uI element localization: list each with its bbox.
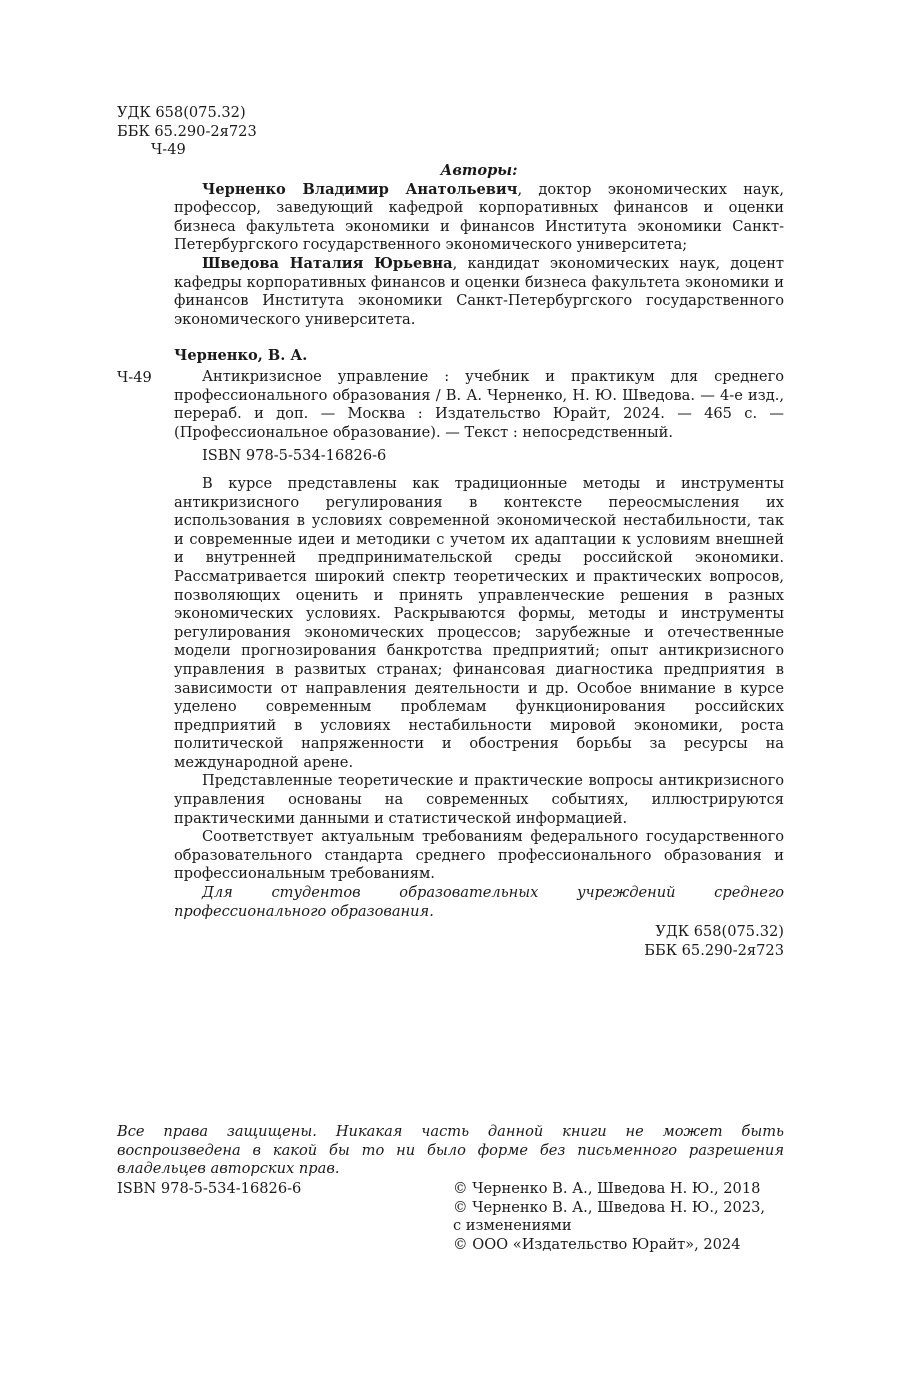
- footer-codes: [174, 923, 784, 960]
- abstract-paragraph-3: Соответствует актуальным требованиям федерального государственного образовательного стандарта среднего профессионального образования и профессиональным требованиям.: [174, 828, 784, 883]
- author-entry-2: [174, 255, 784, 329]
- bottom-isbn: ISBN 978-5-534-16826-6: [117, 1180, 302, 1197]
- author-desc-1: , доктор экономических наук, профессор, заведующий кафедрой корпоративных финансов и оценки бизнеса факультета экономики и финансов Института экономики Санкт-Петербургского государственного экономического университета;: [174, 180, 784, 254]
- rights-notice: Все права защищены. Никакая часть данной книги не может быть воспроизведена в какой бы то ни было форме без письменного разрешения владельцев авторских прав.: [117, 1123, 784, 1178]
- author-name-1: Черненко Владимир Анатольевич: [202, 180, 518, 198]
- author-entry-1: [174, 181, 784, 255]
- record-block: [174, 368, 784, 960]
- author-mark: Ч-49: [151, 141, 186, 159]
- author-name-2: Шведова Наталия Юрьевна: [202, 254, 453, 272]
- record-description: Антикризисное управление : учебник и практикум для среднего профессионального образования / В. А. Черненко, Н. Ю. Шведова. — 4-е изд., перераб. и доп. — Москва : Издательство Юрайт, 2024. — 465 с. — (Профессиональное образование). — Текст : непосредственный.: [174, 368, 784, 441]
- bbk-code: ББК 65.290-2я723: [117, 122, 257, 140]
- abstract-paragraph-2: Представленные теоретические и практические вопросы антикризисного управления основаны на современных событиях, иллюстрируются практическими данными и статистической информацией.: [174, 772, 784, 827]
- authors-block: [174, 162, 784, 329]
- main-author: Черненко, В. А.: [174, 347, 308, 364]
- header-codes: [117, 104, 257, 160]
- side-mark: Ч-49: [117, 369, 152, 386]
- copyright-line-1: © Черненко В. А., Шведова Н. Ю., 2018: [453, 1180, 761, 1197]
- copyright-line-4: © ООО «Издательство Юрайт», 2024: [453, 1235, 741, 1253]
- author-desc-2: , кандидат экономических наук, доцент кафедры корпоративных финансов и оценки бизнеса факультета экономики и финансов Института экономики Санкт-Петербургского государственного экономического университета.: [174, 254, 784, 328]
- audience-note: Для студентов образовательных учреждений среднего профессионального образования.: [174, 884, 784, 920]
- abstract: [174, 475, 784, 921]
- record-isbn: ISBN 978-5-534-16826-6: [202, 447, 387, 465]
- copyright-line-2: © Черненко В. А., Шведова Н. Ю., 2023,: [453, 1198, 766, 1216]
- copyright-list: [453, 1180, 765, 1254]
- udk-code: УДК 658(075.32): [117, 104, 246, 121]
- authors-heading: Авторы:: [440, 162, 518, 179]
- abstract-paragraph-1: В курсе представлены как традиционные методы и инструменты антикризисного регулирования в контексте переосмысления их использования в условиях современной экономической нестабильности, так и современные идеи и методики с учетом их адаптации к условиям внешней и внутренней предпринимательской среды российской экономики. Рассматривается широкий спектр теоретических и практических вопросов, позволяющих оценить и принять управленческие решения в разных экономических условиях. Раскрываются формы, методы и инструменты регулирования экономических процессов; зарубежные и отечественные модели прогнозирования банкротства предприятий; опыт антикризисного управления в развитых странах; финансовая диагностика предприятия в зависимости от направления деятельности и др. Особое внимание в курсе уделено современным проблемам функционирования российских предприятий в условиях нестабильности мировой экономики, роста политической напряженности и обострения борьбы за ресурсы на международной арене.: [174, 474, 784, 771]
- footer-udk: УДК 658(075.32): [655, 923, 784, 941]
- copyright-line-3: с изменениями: [453, 1217, 572, 1235]
- footer-bbk: ББК 65.290-2я723: [644, 941, 784, 959]
